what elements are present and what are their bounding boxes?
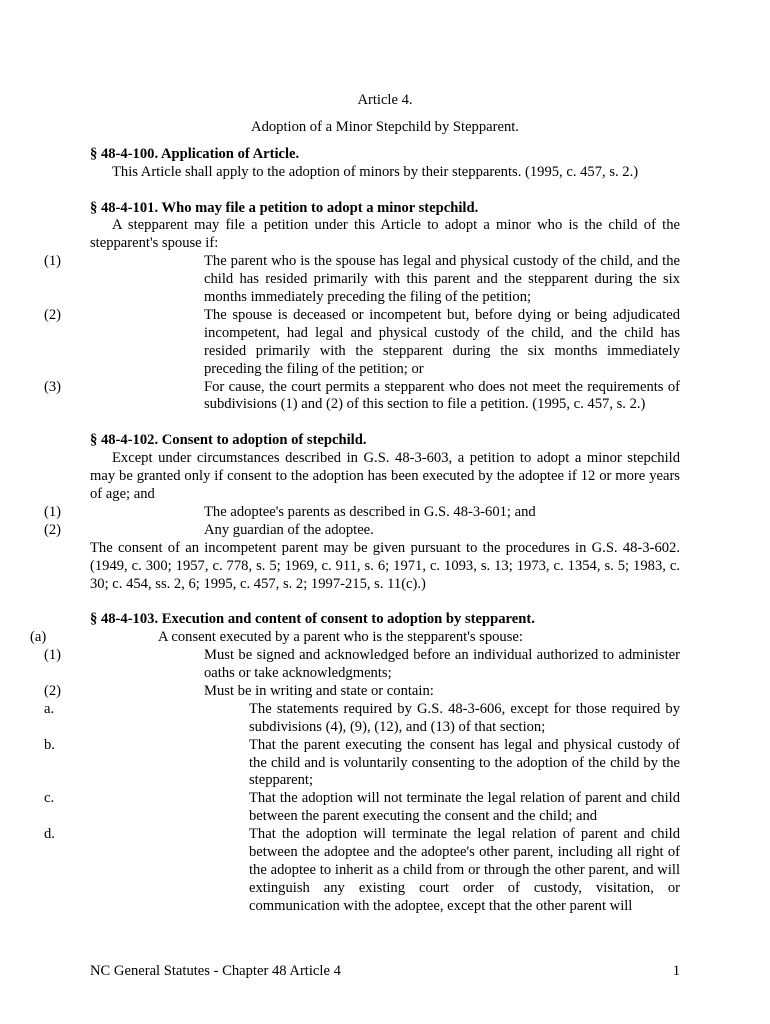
subitem-text: The statements required by G.S. 48-3-606, except for those required by subdivisions (4), (9), (12), and (13) of that section; [249, 700, 680, 735]
section-102-closing: The consent of an incompetent parent may be given pursuant to the procedures in G.S. 48-3-602. (1949, c. 300; 1957, c. 778, s. 5; 1969, c. 911, s. 6; 1971, c. 1093, s. 13; 1973, c. 1354, s. 5; 1983, c. 30; c. 454, ss. 2, 6; 1995, c. 457, s. 2; 1997-215, s. 11(c).) [90, 539, 680, 592]
footer-source: NC General Statutes - Chapter 48 Article 4 [90, 963, 341, 979]
item-text: Must be in writing and state or contain: [204, 682, 434, 699]
section-102-item-2 [44, 521, 680, 540]
subitem-text: That the adoption will terminate the legal relation of parent and child between the adoptee and the adoptee's other parent, including all right of the adoptee to inherit as a child from or through the other parent, and will extinguish any existing court order of custody, visitation, or communication with the adoptee, except that the other parent will [249, 826, 680, 914]
document-body [30, 92, 680, 916]
item-text: Must be signed and acknowledged before an individual authorized to administer oaths or take acknowledgments; [204, 647, 680, 682]
section-100-text: This Article shall apply to the adoption of minors by their stepparents. (1995, c. 457, s. 2.) [112, 163, 639, 180]
item-number: (1) [44, 253, 62, 270]
item-number: (2) [44, 682, 62, 699]
item-text: The parent who is the spouse has legal and physical custody of the child, and the child has resided primarily with this parent and the stepparent during the six months immediately preceding the filing of the petition; [204, 253, 680, 306]
section-102-item-1 [44, 503, 680, 522]
item-number: (2) [44, 306, 62, 323]
section-102-intro: Except under circumstances described in G.S. 48-3-603, a petition to adopt a minor stepchild may be granted only if consent to the adoption has been executed by the adoptee if 12 or more years of age; and [90, 450, 680, 502]
section-103-subsection-a [30, 629, 680, 647]
article-number: Article 4. [357, 92, 413, 108]
subsection-text: A consent executed by a parent who is the stepparent's spouse: [158, 629, 523, 646]
subitem-letter: a. [44, 700, 55, 717]
item-number: (1) [44, 647, 62, 664]
subitem-letter: b. [44, 736, 55, 753]
section-103-item-1 [44, 647, 680, 683]
subitem-text: That the parent executing the consent has legal and physical custody of the child and is voluntarily consenting to the adoption of the child by the stepparent; [249, 736, 680, 789]
subitem-letter: d. [44, 826, 55, 843]
section-101-intro: A stepparent may file a petition under this Article to adopt a minor who is the child of the stepparent's spouse if: [90, 217, 680, 252]
item-text: For cause, the court permits a stepparent who does not meet the requirements of subdivisions (1) and (2) of this section to file a petition. (1995, c. 457, s. 2.) [204, 378, 680, 413]
section-101-item-3 [44, 378, 680, 415]
section-103-subitem-b [44, 736, 680, 791]
item-number: (1) [44, 503, 62, 520]
subitem-letter: c. [44, 790, 55, 807]
subsection-label: (a) [30, 629, 47, 646]
article-title: Adoption of a Minor Stepchild by Stepparent. [251, 118, 519, 135]
item-text: Any guardian of the adoptee. [204, 521, 374, 538]
section-103-heading: § 48-4-103. Execution and content of consent to adoption by stepparent. [90, 611, 535, 628]
subitem-text: That the adoption will not terminate the legal relation of parent and child between the parent executing the consent and the child; and [249, 790, 680, 825]
section-103-item-2 [44, 682, 680, 701]
section-101-heading: § 48-4-101. Who may file a petition to adopt a minor stepchild. [90, 199, 479, 216]
section-101-item-2 [44, 306, 680, 379]
item-text: The spouse is deceased or incompetent but, before dying or being adjudicated incompetent, had legal and physical custody of the child, and the child has resided primarily with the stepparent during the six months immediately preceding the filing of the petition; or [204, 306, 680, 377]
section-101-item-1 [44, 253, 680, 307]
page-footer [90, 963, 680, 981]
section-100-heading: § 48-4-100. Application of Article. [90, 145, 300, 162]
page-number: 1 [672, 963, 680, 979]
item-text: The adoptee's parents as described in G.S. 48-3-601; and [204, 503, 536, 520]
section-103-subitem-d [44, 826, 680, 916]
section-103-subitem-c [44, 790, 680, 826]
item-number: (3) [44, 378, 62, 395]
section-102-heading: § 48-4-102. Consent to adoption of stepchild. [90, 432, 367, 449]
section-103-subitem-a [44, 700, 680, 737]
item-number: (2) [44, 521, 62, 538]
